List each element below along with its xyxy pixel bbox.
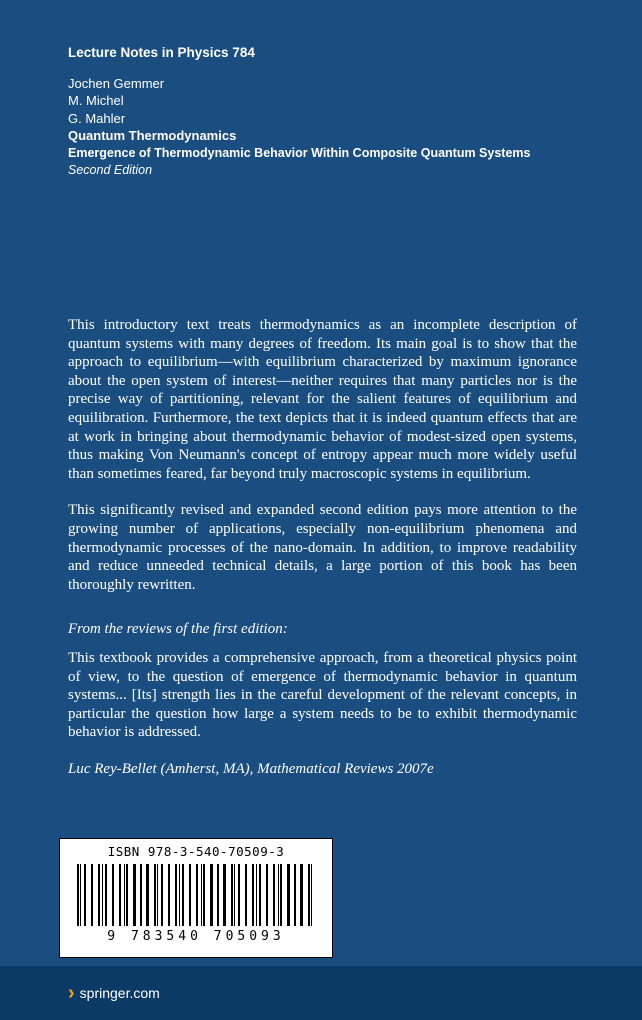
reviews-heading: From the reviews of the first edition: — [68, 621, 288, 638]
author-list — [68, 75, 576, 128]
author-name: M. Michel — [68, 93, 124, 108]
springer-link[interactable]: springer.com — [79, 985, 160, 1001]
series-title: Lecture Notes in Physics 784 — [68, 45, 255, 60]
footer-bar — [0, 966, 642, 1020]
author-name: G. Mahler — [68, 110, 126, 126]
chevron-right-icon: › — [68, 982, 75, 1004]
barcode-digits: 9 783540 705093 — [107, 929, 285, 944]
book-title: Quantum Thermodynamics — [68, 128, 237, 143]
book-subtitle: Emergence of Thermodynamic Behavior Within Composite Quantum Systems — [68, 145, 531, 160]
isbn-label: ISBN 978-3-540-70509-3 — [107, 844, 285, 859]
review-quote: This textbook provides a comprehensive approach, from a theoretical physics point of view, to the question of emergence of thermodynamic behavior in quantum systems... [Its] strength lies in the careful development of the relevant concepts, in particular the question how large a system needs to be to exhibit thermodynamic behavior is addressed. — [68, 649, 577, 741]
barcode-icon — [77, 864, 315, 926]
imprint-block — [68, 44, 576, 180]
review-attribution: Luc Rey-Bellet (Amherst, MA), Mathematical Reviews 2007e — [68, 760, 434, 777]
isbn-barcode-panel — [59, 838, 333, 958]
author-name: Jochen Gemmer — [68, 75, 165, 91]
back-cover-blurb — [68, 316, 577, 796]
edition-label: Second Edition — [68, 163, 153, 177]
description-paragraph-1: This introductory text treats thermodynamics as an incomplete description of quantum systems with many degrees of freedom. Its main goal is to show that the approach to equilibrium—with equilibrium characterized by maximum ignorance about the open system of interest—neither requires that many particles nor is the precise way of partitioning, relevant for the salient features of equilibrium and equilibration. Furthermore, the text depicts that it is indeed quantum effects that are at work in bringing about thermodynamic behavior of modest-sized open systems, thus making Von Neumann's concept of entropy appear much more widely useful than sometimes feared, far beyond truly macroscopic systems in equilibrium. — [68, 317, 577, 482]
description-paragraph-2: This significantly revised and expanded second edition pays more attention to the growing number of applications, especially non-equilibrium phenomena and thermodynamic processes of the nano-domain. In addition, to improve readability and reduce unneeded technical details, a large portion of this book has been thoroughly rewritten. — [68, 502, 577, 593]
